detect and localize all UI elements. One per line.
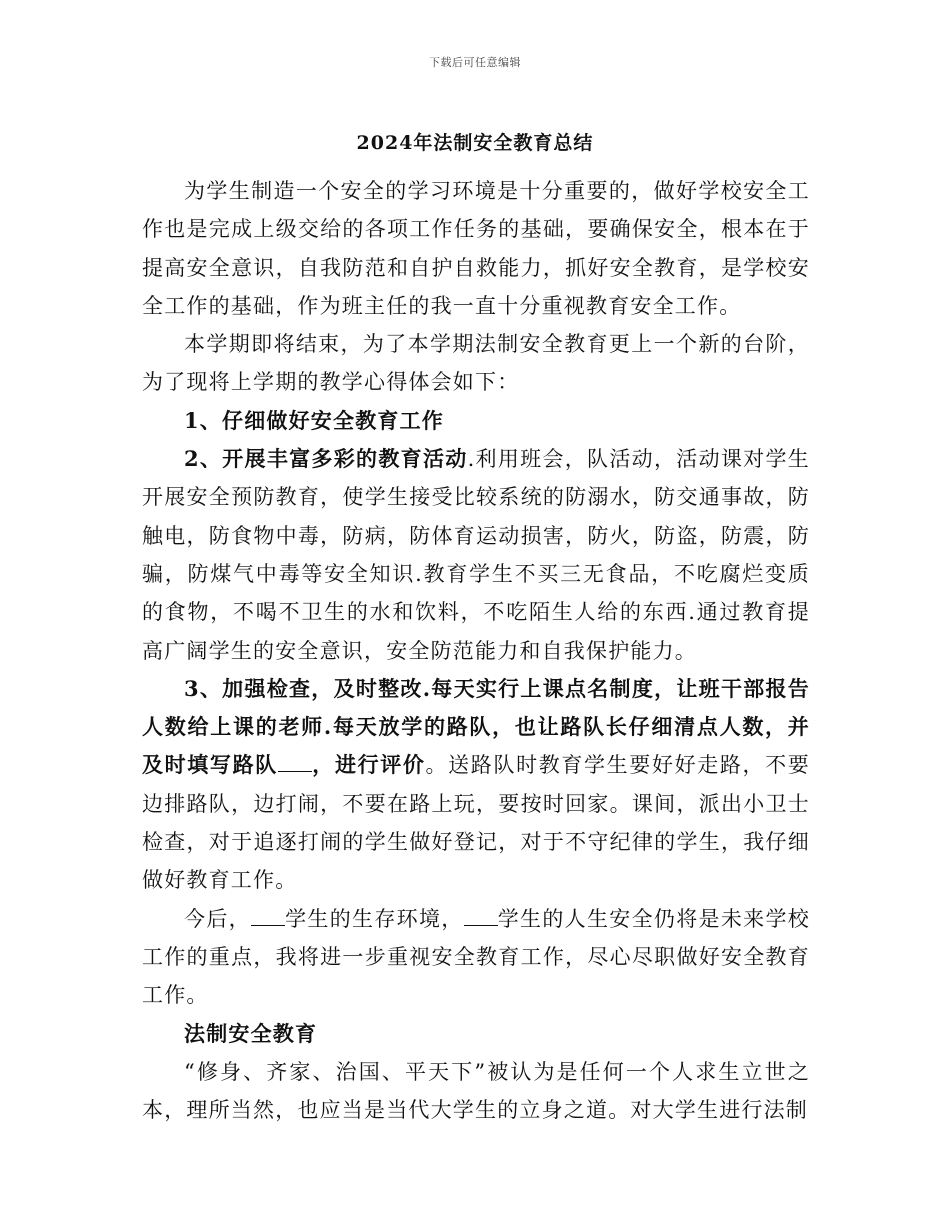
section-heading-3-tail: ，进行评价 xyxy=(311,752,426,778)
paragraph-activities-text: .利用班会，队活动，活动课对学生开展安全预防教育，使学生接受比较系统的防溺水，防交通事故，防触电，防食物中毒，防病，防体育运动损害，防火，防盗，防震，防骗，防煤气中毒等安全知识.教育学生不买三无食品，不吃腐烂变质的食物，不喝不卫生的水和饮料，不吃陌生人给的东西.通过教育提高广阔学生的安全意识，安全防范能力和自我保护能力。 xyxy=(142,447,810,663)
fill-blank xyxy=(464,905,498,926)
paragraph-inspection-text: 。送路队时教育学生要好好走路，不要边排路队，边打闹，不要在路上玩，要按时回家。课间，派出小卫士检查，对于追逐打闹的学生做好登记，对于不守纪律的学生，我仔细做好教育工作。 xyxy=(142,753,810,893)
paragraph-future xyxy=(142,900,810,1015)
document-body xyxy=(142,172,810,1129)
paragraph-future-part-b: 学生的生存环境， xyxy=(284,906,464,931)
section-heading-legal: 法制安全教育 xyxy=(184,1020,318,1046)
fill-blank xyxy=(278,751,312,772)
paragraph-semester: 本学期即将结束，为了本学期法制安全教育更上一个新的台阶，为了现将上学期的教学心得体会如下： xyxy=(142,332,810,395)
section-heading-3: 3、加强检查，及时整改.每天实行上课点名制度，让班干部报告人数给上课的老师.每天放学的路队，也让路队长仔细清点人数，并及时填写路队 xyxy=(142,675,810,778)
section-heading-1: 1、仔细做好安全教育工作 xyxy=(184,407,445,433)
paragraph-legal: “修身、齐家、治国、平天下”被认为是任何一个人求生立世之本，理所当然，也应当是当代大学生的立身之道。对大学生进行法制 xyxy=(142,1059,810,1123)
paragraph-intro: 为学生制造一个安全的学习环境是十分重要的，做好学校安全工作也是完成上级交给的各项工作任务的基础，要确保安全，根本在于提高安全意识，自我防范和自护自救能力，抓好安全教育，是学校安全工作的基础，作为班主任的我一直十分重视教育安全工作。 xyxy=(142,179,810,318)
paragraph-inspection xyxy=(142,670,810,900)
paragraph-future-part-c: 学生的人生安全仍将是未来学校工作的重点，我将进一步重视安全教育工作，尽心尽职做好安全教育工作。 xyxy=(142,906,810,1008)
page-header-note: 下载后可任意编辑 xyxy=(429,56,521,69)
paragraph-future-part-a: 今后， xyxy=(184,906,251,931)
paragraph-activities xyxy=(142,440,810,670)
section-heading-2: 2、开展丰富多彩的教育活动 xyxy=(184,446,468,472)
document-title: 2024年法制安全教育总结 xyxy=(356,132,594,154)
fill-blank xyxy=(251,905,285,926)
